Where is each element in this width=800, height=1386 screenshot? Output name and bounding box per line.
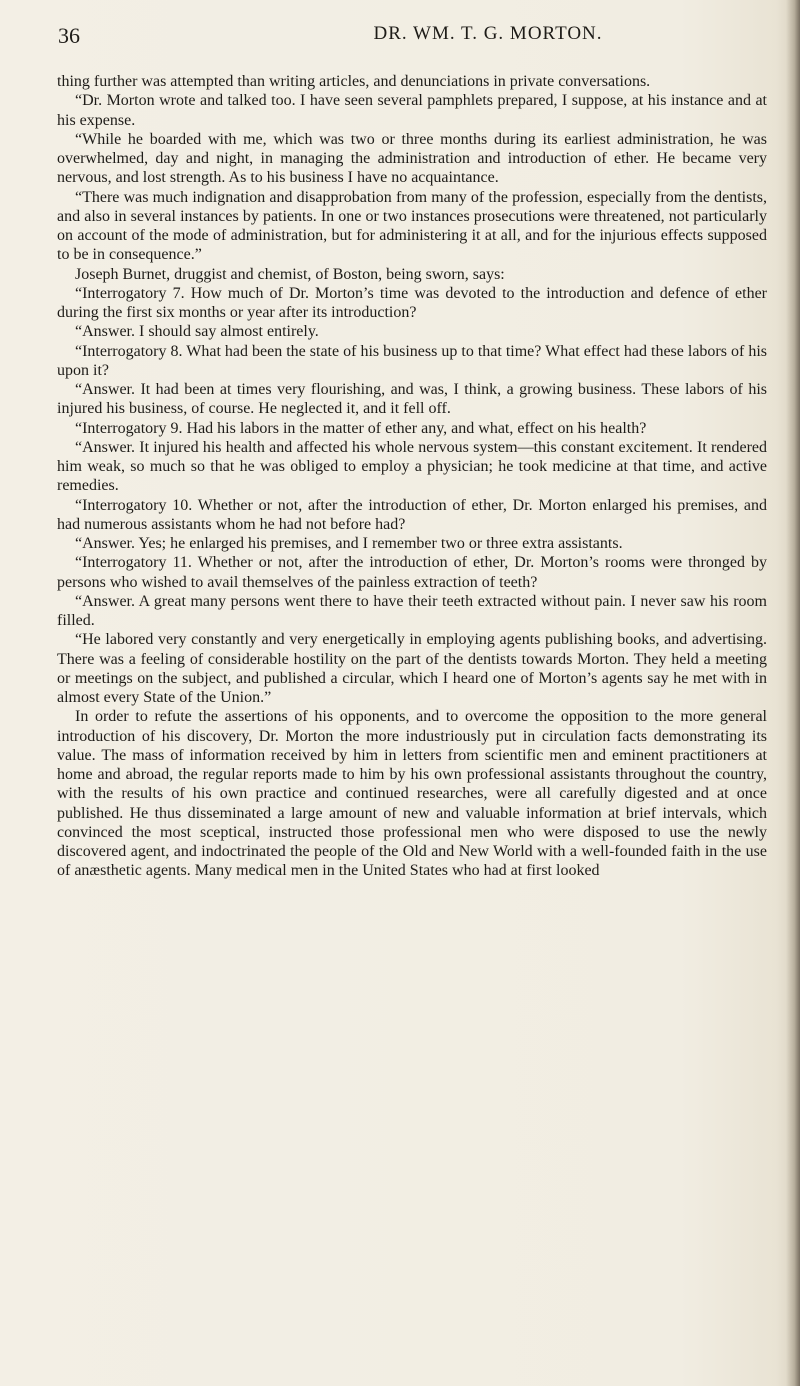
paragraph: “Answer. A great many persons went there to have their teeth extracted without pain. I never saw his room filled. bbox=[57, 592, 767, 629]
paragraph: “Interrogatory 9. Had his labors in the matter of ether any, and what, effect on his health? bbox=[75, 419, 647, 437]
paragraph: “Answer. It had been at times very flourishing, and was, I think, a growing business. These labors of his injured his business, of course. He neglected it, and it fell off. bbox=[57, 381, 767, 418]
paragraph: In order to refute the assertions of his opponents, and to overcome the opposition to the more general introduction of his discovery, Dr. Morton the more industriously put in circulation facts demonstrating its value. The mass of information received by him in letters from scientific men and eminent practitioners at home and abroad, the regular reports made to him by his own professional assistants throughout the country, with the results of his own practice and continued researches, were all carefully digested and at once published. He thus disseminated a large amount of new and valuable information at brief intervals, which convinced the most sceptical, instructed those professional men who were disposed to use the newly discovered agent, and indoctrinated the people of the Old and New World with a well-founded faith in the use of anæsthetic agents. Many medical men in the United States who had at first looked bbox=[57, 708, 767, 880]
body-text bbox=[57, 72, 767, 881]
paragraph: “Dr. Morton wrote and talked too. I have seen several pamphlets prepared, I suppose, at his instance and at his expense. bbox=[57, 92, 767, 129]
page-edge-shadow bbox=[786, 0, 800, 1386]
paragraph: “Interrogatory 7. How much of Dr. Morton’s time was devoted to the introduction and defence of ether during the first six months or year after its introduction? bbox=[57, 284, 767, 321]
paragraph: “Answer. Yes; he enlarged his premises, and I remember two or three extra assistants. bbox=[75, 535, 623, 552]
paragraph: Joseph Burnet, druggist and chemist, of Boston, being sworn, says: bbox=[75, 265, 505, 283]
paragraph: thing further was attempted than writing articles, and denunciations in private conversations. bbox=[57, 73, 651, 90]
paragraph: “Interrogatory 10. Whether or not, after the introduction of ether, Dr. Morton enlarged his premises, and had numerous assistants whom he had not before had? bbox=[57, 496, 767, 533]
paragraph: “Answer. I should say almost entirely. bbox=[75, 323, 319, 341]
page-header bbox=[58, 23, 768, 53]
paragraph: “Answer. It injured his health and affected his whole nervous system—this constant excitement. It rendered him weak, so much so that he was obliged to employ a physician; he took medicine at that time, and active remedies. bbox=[57, 438, 767, 495]
paragraph: “Interrogatory 11. Whether or not, after the introduction of ether, Dr. Morton’s rooms were thronged by persons who wished to avail themselves of the painless extraction of teeth? bbox=[57, 554, 767, 591]
paragraph: “While he boarded with me, which was two or three months during its earliest administration, he was overwhelmed, day and night, in managing the administration and introduction of ether. He became very nervous, and lost strength. As to his business I have no acquaintance. bbox=[57, 130, 767, 187]
paragraph: “He labored very constantly and very energetically in employing agents publishing books, and advertising. There was a feeling of considerable hostility on the part of the dentists towards Morton. They held a meeting or meetings on the subject, and published a circular, which I heard one of Morton’s agents say he met with in almost every State of the Union.” bbox=[57, 631, 767, 706]
page-number: 36 bbox=[58, 23, 80, 48]
paragraph: “Interrogatory 8. What had been the state of his business up to that time? What effect had these labors of his upon it? bbox=[57, 342, 767, 379]
running-head: DR. WM. T. G. MORTON. bbox=[373, 23, 603, 44]
paragraph: “There was much indignation and disapprobation from many of the profession, especially from the dentists, and also in several instances by patients. In one or two instances prosecutions were threatened, not particularly on account of the mode of administration, but for administering it at all, and for the injurious effects supposed to be in consequence.” bbox=[57, 188, 767, 264]
